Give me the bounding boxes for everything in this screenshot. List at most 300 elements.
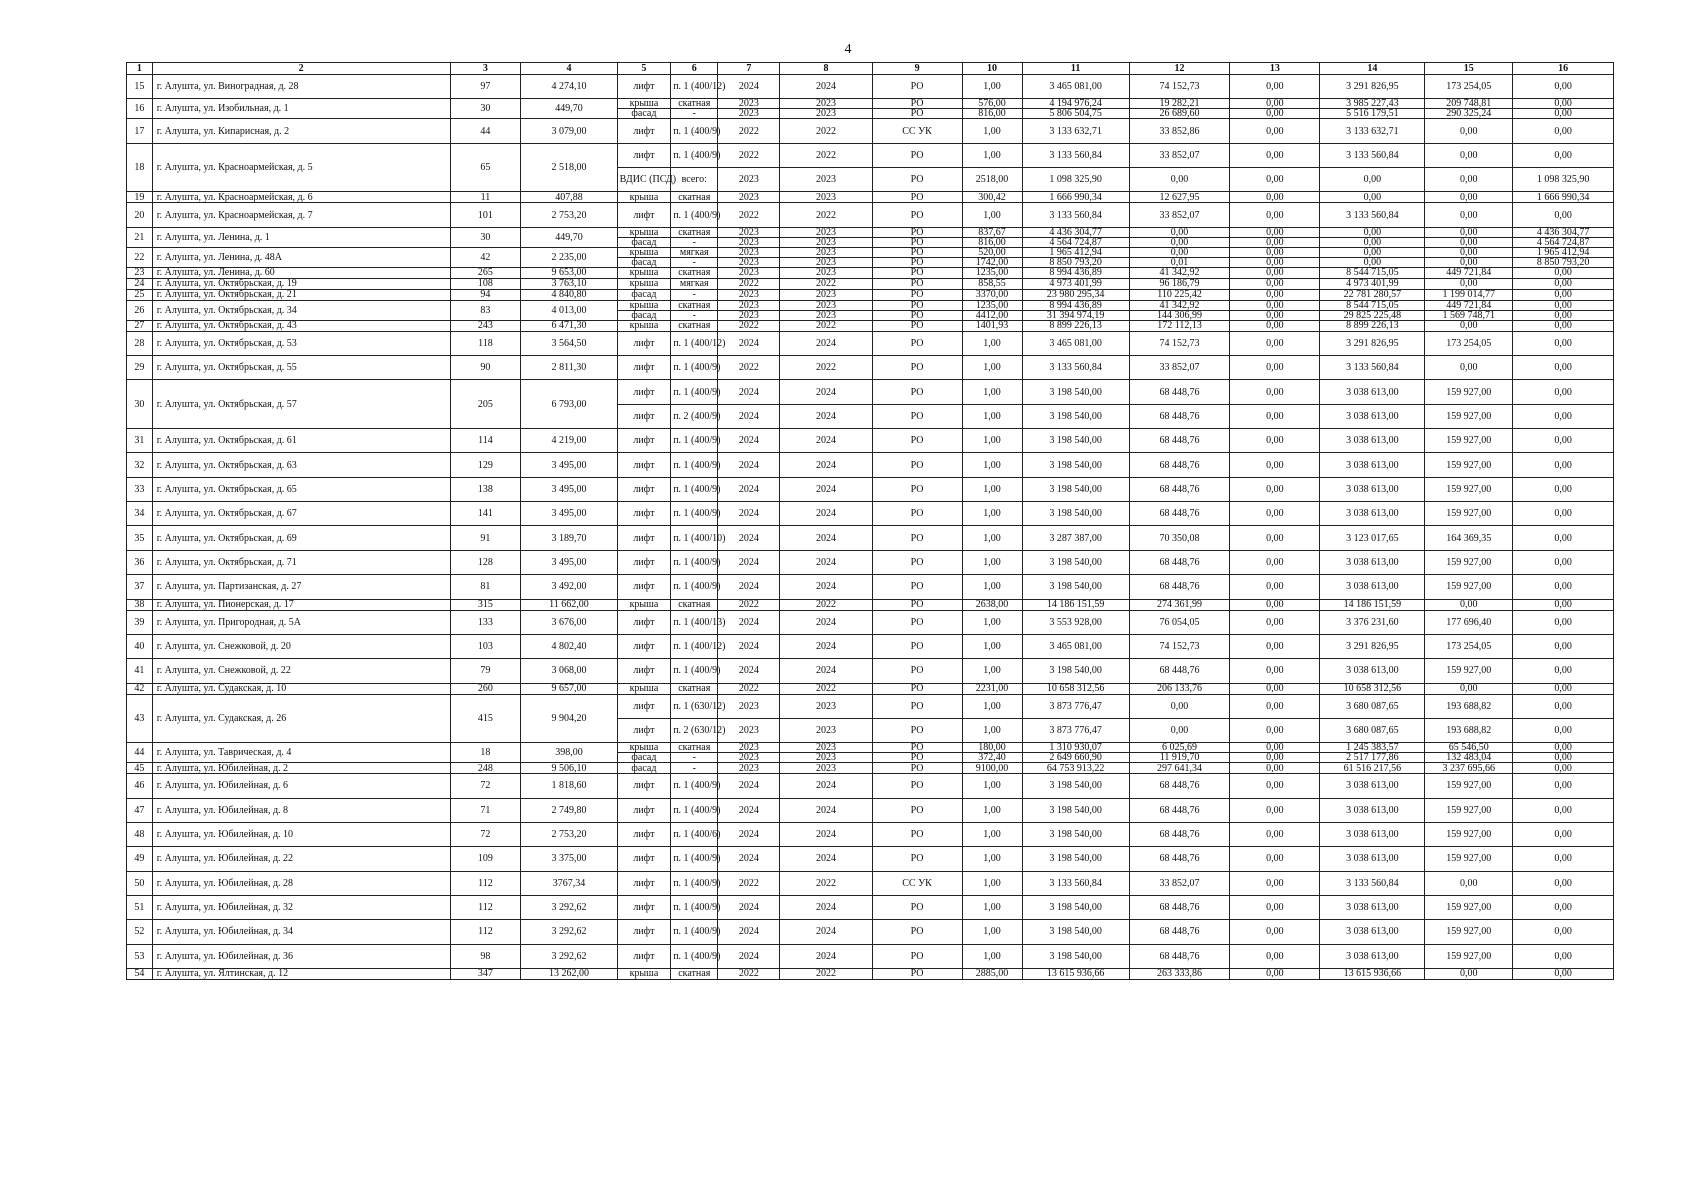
cost-col-14-cell: 3 291 826,95	[1320, 75, 1425, 99]
volume-cell: 1,00	[962, 694, 1022, 718]
area-cell: 6 793,00	[521, 380, 617, 429]
fund-method-cell: СС УК	[872, 119, 962, 143]
area-cell: 4 219,00	[521, 429, 617, 453]
total-cost-cell: 4 194 976,24	[1022, 99, 1129, 109]
column-number-header-row	[127, 63, 1614, 75]
work-detail-cell: п. 1 (400/9)	[671, 429, 718, 453]
fund-method-cell: РО	[872, 599, 962, 610]
table-row	[127, 743, 1614, 753]
table-row	[127, 610, 1614, 634]
residents-count-cell: 18	[450, 743, 521, 763]
cost-col-16-cell: 0,00	[1513, 404, 1614, 428]
work-type-cell: крыша	[617, 320, 671, 331]
cost-col-15-cell: 177 696,40	[1425, 610, 1513, 634]
cost-col-13-cell: 0,00	[1230, 659, 1320, 683]
column-number-header: 3	[450, 63, 521, 75]
address-cell: г. Алушта, ул. Октябрьская, д. 34	[152, 300, 450, 320]
fund-method-cell: РО	[872, 920, 962, 944]
cost-col-12-cell: 68 448,76	[1129, 822, 1230, 846]
work-type-cell: лифт	[617, 526, 671, 550]
residents-count-cell: 90	[450, 356, 521, 380]
cost-col-12-cell: 12 627,95	[1129, 192, 1230, 203]
total-cost-cell: 3 198 540,00	[1022, 774, 1129, 798]
total-cost-cell: 2 649 660,90	[1022, 753, 1129, 763]
cost-col-12-cell: 41 342,92	[1129, 267, 1230, 278]
total-cost-cell: 10 658 312,56	[1022, 683, 1129, 694]
address-cell: г. Алушта, ул. Партизанская, д. 27	[152, 575, 450, 599]
fund-method-cell: РО	[872, 380, 962, 404]
fund-method-cell: РО	[872, 634, 962, 658]
residents-count-cell: 112	[450, 895, 521, 919]
cost-col-16-cell: 0,00	[1513, 753, 1614, 763]
address-cell: г. Алушта, ул. Октябрьская, д. 21	[152, 289, 450, 300]
work-detail-cell: скатная	[671, 99, 718, 109]
work-type-cell: крыша	[617, 968, 671, 979]
cost-col-15-cell: 65 546,50	[1425, 743, 1513, 753]
total-cost-cell: 3 198 540,00	[1022, 380, 1129, 404]
cost-col-14-cell: 3 038 613,00	[1320, 774, 1425, 798]
table-row	[127, 599, 1614, 610]
plan-year-cell: 2023	[718, 718, 780, 742]
area-cell: 6 471,30	[521, 320, 617, 331]
address-cell: г. Алушта, ул. Октябрьская, д. 61	[152, 429, 450, 453]
work-detail-cell: скатная	[671, 683, 718, 694]
volume-cell: 816,00	[962, 237, 1022, 247]
cost-col-12-cell: 68 448,76	[1129, 847, 1230, 871]
column-number-header: 6	[671, 63, 718, 75]
cost-col-16-cell: 1 965 412,94	[1513, 247, 1614, 257]
residents-count-cell: 71	[450, 798, 521, 822]
cost-col-15-cell: 0,00	[1425, 247, 1513, 257]
total-cost-cell: 3 873 776,47	[1022, 694, 1129, 718]
fact-year-cell: 2024	[780, 610, 872, 634]
fund-method-cell: РО	[872, 75, 962, 99]
plan-year-cell: 2024	[718, 380, 780, 404]
fund-method-cell: РО	[872, 203, 962, 227]
row-number: 41	[127, 659, 153, 683]
plan-year-cell: 2023	[718, 168, 780, 192]
cost-col-13-cell: 0,00	[1230, 203, 1320, 227]
cost-col-15-cell: 159 927,00	[1425, 822, 1513, 846]
fund-method-cell: РО	[872, 320, 962, 331]
address-cell: г. Алушта, ул. Юбилейная, д. 6	[152, 774, 450, 798]
cost-col-15-cell: 0,00	[1425, 599, 1513, 610]
plan-year-cell: 2024	[718, 331, 780, 355]
fund-method-cell: РО	[872, 143, 962, 167]
cost-col-12-cell: 11 919,70	[1129, 753, 1230, 763]
cost-col-12-cell: 68 448,76	[1129, 920, 1230, 944]
plan-year-cell: 2022	[718, 968, 780, 979]
table-row	[127, 99, 1614, 109]
total-cost-cell: 3 465 081,00	[1022, 331, 1129, 355]
residents-count-cell: 128	[450, 550, 521, 574]
row-number: 28	[127, 331, 153, 355]
plan-year-cell: 2023	[718, 743, 780, 753]
work-type-cell: фасад	[617, 310, 671, 320]
column-number-header: 16	[1513, 63, 1614, 75]
row-number: 16	[127, 99, 153, 119]
cost-col-12-cell: 68 448,76	[1129, 404, 1230, 428]
residents-count-cell: 347	[450, 968, 521, 979]
work-type-cell: лифт	[617, 659, 671, 683]
cost-col-13-cell: 0,00	[1230, 477, 1320, 501]
work-type-cell: лифт	[617, 634, 671, 658]
cost-col-14-cell: 61 516 217,56	[1320, 763, 1425, 774]
address-cell: г. Алушта, ул. Юбилейная, д. 28	[152, 871, 450, 895]
area-cell: 3 495,00	[521, 502, 617, 526]
volume-cell: 1,00	[962, 477, 1022, 501]
fund-method-cell: РО	[872, 694, 962, 718]
row-number: 53	[127, 944, 153, 968]
total-cost-cell: 31 394 974,19	[1022, 310, 1129, 320]
fact-year-cell: 2024	[780, 477, 872, 501]
fund-method-cell: РО	[872, 356, 962, 380]
cost-col-15-cell: 159 927,00	[1425, 774, 1513, 798]
cost-col-16-cell: 0,00	[1513, 278, 1614, 289]
cost-col-16-cell: 0,00	[1513, 694, 1614, 718]
cost-col-15-cell: 159 927,00	[1425, 575, 1513, 599]
volume-cell: 1,00	[962, 119, 1022, 143]
plan-year-cell: 2024	[718, 774, 780, 798]
cost-col-12-cell: 96 186,79	[1129, 278, 1230, 289]
work-detail-cell: п. 1 (400/9)	[671, 203, 718, 227]
volume-cell: 2518,00	[962, 168, 1022, 192]
cost-col-15-cell: 0,00	[1425, 257, 1513, 267]
fund-method-cell: РО	[872, 502, 962, 526]
fact-year-cell: 2023	[780, 227, 872, 237]
cost-col-16-cell: 0,00	[1513, 895, 1614, 919]
fact-year-cell: 2024	[780, 944, 872, 968]
area-cell: 3 189,70	[521, 526, 617, 550]
fact-year-cell: 2023	[780, 753, 872, 763]
volume-cell: 2231,00	[962, 683, 1022, 694]
address-cell: г. Алушта, ул. Ялтинская, д. 12	[152, 968, 450, 979]
work-detail-cell: мягкая	[671, 247, 718, 257]
plan-year-cell: 2022	[718, 871, 780, 895]
plan-year-cell: 2024	[718, 453, 780, 477]
work-detail-cell: -	[671, 763, 718, 774]
volume-cell: 1,00	[962, 634, 1022, 658]
cost-col-12-cell: 0,00	[1129, 227, 1230, 237]
volume-cell: 1,00	[962, 550, 1022, 574]
table-row	[127, 871, 1614, 895]
cost-col-14-cell: 22 781 280,57	[1320, 289, 1425, 300]
cost-col-12-cell: 0,00	[1129, 237, 1230, 247]
work-type-cell: крыша	[617, 743, 671, 753]
cost-col-16-cell: 0,00	[1513, 847, 1614, 871]
work-type-cell: лифт	[617, 331, 671, 355]
address-cell: г. Алушта, ул. Октябрьская, д. 57	[152, 380, 450, 429]
cost-col-14-cell: 3 038 613,00	[1320, 920, 1425, 944]
cost-col-16-cell: 4 564 724,87	[1513, 237, 1614, 247]
fund-method-cell: РО	[872, 300, 962, 310]
fact-year-cell: 2022	[780, 203, 872, 227]
total-cost-cell: 3 198 540,00	[1022, 895, 1129, 919]
address-cell: г. Алушта, ул. Октябрьская, д. 55	[152, 356, 450, 380]
address-cell: г. Алушта, ул. Судакская, д. 26	[152, 694, 450, 743]
work-detail-cell: скатная	[671, 320, 718, 331]
cost-col-13-cell: 0,00	[1230, 847, 1320, 871]
cost-col-12-cell: 33 852,86	[1129, 119, 1230, 143]
column-number-header: 12	[1129, 63, 1230, 75]
residents-count-cell: 103	[450, 634, 521, 658]
cost-col-12-cell: 0,00	[1129, 247, 1230, 257]
cost-col-16-cell: 0,00	[1513, 659, 1614, 683]
address-cell: г. Алушта, ул. Октябрьская, д. 43	[152, 320, 450, 331]
volume-cell: 180,00	[962, 743, 1022, 753]
area-cell: 3 292,62	[521, 944, 617, 968]
work-detail-cell: п. 1 (400/12)	[671, 75, 718, 99]
cost-col-13-cell: 0,00	[1230, 320, 1320, 331]
cost-col-16-cell: 0,00	[1513, 99, 1614, 109]
cost-col-15-cell: 209 748,81	[1425, 99, 1513, 109]
residents-count-cell: 11	[450, 192, 521, 203]
volume-cell: 1,00	[962, 871, 1022, 895]
total-cost-cell: 3 198 540,00	[1022, 404, 1129, 428]
work-type-cell: лифт	[617, 575, 671, 599]
cost-col-16-cell: 0,00	[1513, 331, 1614, 355]
cost-col-13-cell: 0,00	[1230, 743, 1320, 753]
cost-col-16-cell: 0,00	[1513, 798, 1614, 822]
cost-col-12-cell: 33 852,07	[1129, 871, 1230, 895]
cost-col-12-cell: 68 448,76	[1129, 429, 1230, 453]
fact-year-cell: 2024	[780, 659, 872, 683]
fact-year-cell: 2024	[780, 895, 872, 919]
cost-col-15-cell: 449 721,84	[1425, 300, 1513, 310]
plan-year-cell: 2024	[718, 550, 780, 574]
address-cell: г. Алушта, ул. Красноармейская, д. 6	[152, 192, 450, 203]
cost-col-12-cell: 6 025,69	[1129, 743, 1230, 753]
cost-col-14-cell: 3 038 613,00	[1320, 575, 1425, 599]
fund-method-cell: РО	[872, 289, 962, 300]
cost-col-14-cell: 0,00	[1320, 227, 1425, 237]
plan-year-cell: 2024	[718, 429, 780, 453]
cost-col-14-cell: 3 038 613,00	[1320, 659, 1425, 683]
cost-col-16-cell: 0,00	[1513, 75, 1614, 99]
fact-year-cell: 2022	[780, 320, 872, 331]
row-number: 17	[127, 119, 153, 143]
column-number-header: 15	[1425, 63, 1513, 75]
address-cell: г. Алушта, ул. Снежковой, д. 20	[152, 634, 450, 658]
work-type-cell: лифт	[617, 356, 671, 380]
cost-col-16-cell: 0,00	[1513, 575, 1614, 599]
volume-cell: 1,00	[962, 502, 1022, 526]
work-detail-cell: скатная	[671, 599, 718, 610]
total-cost-cell: 8 899 226,13	[1022, 320, 1129, 331]
cost-col-12-cell: 68 448,76	[1129, 477, 1230, 501]
cost-col-12-cell: 68 448,76	[1129, 453, 1230, 477]
row-number: 38	[127, 599, 153, 610]
volume-cell: 1,00	[962, 847, 1022, 871]
total-cost-cell: 3 198 540,00	[1022, 920, 1129, 944]
fund-method-cell: РО	[872, 477, 962, 501]
table-row	[127, 944, 1614, 968]
cost-col-14-cell: 3 133 632,71	[1320, 119, 1425, 143]
cost-col-13-cell: 0,00	[1230, 871, 1320, 895]
plan-year-cell: 2024	[718, 847, 780, 871]
cost-col-13-cell: 0,00	[1230, 798, 1320, 822]
area-cell: 3 763,10	[521, 278, 617, 289]
row-number: 24	[127, 278, 153, 289]
area-cell: 4 802,40	[521, 634, 617, 658]
area-cell: 2 753,20	[521, 822, 617, 846]
table-row	[127, 968, 1614, 979]
table-row	[127, 331, 1614, 355]
column-number-header: 14	[1320, 63, 1425, 75]
work-detail-cell: -	[671, 237, 718, 247]
column-number-header: 2	[152, 63, 450, 75]
volume-cell: 1,00	[962, 895, 1022, 919]
work-type-cell: крыша	[617, 278, 671, 289]
row-number: 54	[127, 968, 153, 979]
table-row	[127, 659, 1614, 683]
total-cost-cell: 3 198 540,00	[1022, 659, 1129, 683]
row-number: 52	[127, 920, 153, 944]
plan-year-cell: 2022	[718, 599, 780, 610]
cost-col-15-cell: 0,00	[1425, 320, 1513, 331]
cost-col-14-cell: 3 038 613,00	[1320, 847, 1425, 871]
plan-year-cell: 2024	[718, 920, 780, 944]
address-cell: г. Алушта, ул. Кипарисная, д. 2	[152, 119, 450, 143]
row-number: 46	[127, 774, 153, 798]
cost-col-15-cell: 449 721,84	[1425, 267, 1513, 278]
fact-year-cell: 2024	[780, 920, 872, 944]
cost-col-15-cell: 159 927,00	[1425, 920, 1513, 944]
volume-cell: 1,00	[962, 429, 1022, 453]
work-type-cell: крыша	[617, 99, 671, 109]
work-type-cell: лифт	[617, 944, 671, 968]
cost-col-13-cell: 0,00	[1230, 289, 1320, 300]
row-number: 39	[127, 610, 153, 634]
row-number: 22	[127, 247, 153, 267]
address-cell: г. Алушта, ул. Юбилейная, д. 34	[152, 920, 450, 944]
table-row	[127, 774, 1614, 798]
work-type-cell: лифт	[617, 75, 671, 99]
cost-col-13-cell: 0,00	[1230, 227, 1320, 237]
address-cell: г. Алушта, ул. Красноармейская, д. 5	[152, 143, 450, 192]
address-cell: г. Алушта, ул. Таврическая, д. 4	[152, 743, 450, 763]
residents-count-cell: 42	[450, 247, 521, 267]
residents-count-cell: 415	[450, 694, 521, 743]
cost-col-13-cell: 0,00	[1230, 920, 1320, 944]
work-type-cell: лифт	[617, 404, 671, 428]
cost-col-14-cell: 0,00	[1320, 247, 1425, 257]
cost-col-15-cell: 159 927,00	[1425, 453, 1513, 477]
plan-year-cell: 2022	[718, 143, 780, 167]
total-cost-cell: 8 994 436,89	[1022, 300, 1129, 310]
cost-col-12-cell: 76 054,05	[1129, 610, 1230, 634]
total-cost-cell: 3 198 540,00	[1022, 477, 1129, 501]
row-number: 21	[127, 227, 153, 247]
cost-col-12-cell: 26 689,60	[1129, 109, 1230, 119]
column-number-header: 1	[127, 63, 153, 75]
work-type-cell: лифт	[617, 920, 671, 944]
table-row	[127, 502, 1614, 526]
cost-col-14-cell: 29 825 225,48	[1320, 310, 1425, 320]
cost-col-15-cell: 132 483,04	[1425, 753, 1513, 763]
fund-method-cell: РО	[872, 247, 962, 257]
work-detail-cell: п. 1 (400/9)	[671, 477, 718, 501]
cost-col-16-cell: 0,00	[1513, 822, 1614, 846]
table-row	[127, 300, 1614, 310]
address-cell: г. Алушта, ул. Ленина, д. 1	[152, 227, 450, 247]
fund-method-cell: РО	[872, 575, 962, 599]
table-row	[127, 477, 1614, 501]
fund-method-cell: РО	[872, 237, 962, 247]
volume-cell: 1,00	[962, 659, 1022, 683]
area-cell: 2 811,30	[521, 356, 617, 380]
cost-col-16-cell: 0,00	[1513, 109, 1614, 119]
fact-year-cell: 2024	[780, 798, 872, 822]
fact-year-cell: 2024	[780, 331, 872, 355]
table-row	[127, 278, 1614, 289]
cost-col-13-cell: 0,00	[1230, 610, 1320, 634]
work-detail-cell: п. 1 (400/9)	[671, 143, 718, 167]
cost-col-13-cell: 0,00	[1230, 267, 1320, 278]
cost-col-13-cell: 0,00	[1230, 763, 1320, 774]
residents-count-cell: 83	[450, 300, 521, 320]
cost-col-14-cell: 3 680 087,65	[1320, 694, 1425, 718]
cost-col-15-cell: 159 927,00	[1425, 847, 1513, 871]
cost-col-16-cell: 0,00	[1513, 429, 1614, 453]
fact-year-cell: 2023	[780, 718, 872, 742]
row-number: 23	[127, 267, 153, 278]
total-cost-cell: 1 666 990,34	[1022, 192, 1129, 203]
table-row	[127, 75, 1614, 99]
total-cost-cell: 23 980 295,34	[1022, 289, 1129, 300]
cost-col-14-cell: 3 123 017,65	[1320, 526, 1425, 550]
total-cost-cell: 3 465 081,00	[1022, 634, 1129, 658]
work-type-cell: лифт	[617, 380, 671, 404]
cost-col-13-cell: 0,00	[1230, 753, 1320, 763]
address-cell: г. Алушта, ул. Юбилейная, д. 8	[152, 798, 450, 822]
row-number: 18	[127, 143, 153, 192]
residents-count-cell: 30	[450, 99, 521, 119]
cost-col-16-cell: 0,00	[1513, 143, 1614, 167]
fund-method-cell: РО	[872, 944, 962, 968]
work-type-cell: крыша	[617, 267, 671, 278]
total-cost-cell: 3 198 540,00	[1022, 575, 1129, 599]
fact-year-cell: 2024	[780, 550, 872, 574]
residents-count-cell: 94	[450, 289, 521, 300]
cost-col-13-cell: 0,00	[1230, 192, 1320, 203]
work-detail-cell: п. 1 (400/9)	[671, 895, 718, 919]
cost-col-12-cell: 19 282,21	[1129, 99, 1230, 109]
area-cell: 407,88	[521, 192, 617, 203]
volume-cell: 1,00	[962, 798, 1022, 822]
area-cell: 3 495,00	[521, 477, 617, 501]
fact-year-cell: 2024	[780, 429, 872, 453]
address-cell: г. Алушта, ул. Октябрьская, д. 67	[152, 502, 450, 526]
plan-year-cell: 2024	[718, 502, 780, 526]
total-cost-cell: 3 198 540,00	[1022, 429, 1129, 453]
residents-count-cell: 129	[450, 453, 521, 477]
cost-col-15-cell: 0,00	[1425, 227, 1513, 237]
fund-method-cell: РО	[872, 331, 962, 355]
fact-year-cell: 2023	[780, 267, 872, 278]
work-type-cell: лифт	[617, 895, 671, 919]
total-cost-cell: 1 098 325,90	[1022, 168, 1129, 192]
cost-col-15-cell: 173 254,05	[1425, 634, 1513, 658]
work-type-cell: лифт	[617, 203, 671, 227]
work-detail-cell: п. 1 (400/9)	[671, 774, 718, 798]
cost-col-14-cell: 3 133 560,84	[1320, 356, 1425, 380]
work-type-cell: лифт	[617, 143, 671, 167]
fund-method-cell: РО	[872, 168, 962, 192]
plan-year-cell: 2024	[718, 798, 780, 822]
residents-count-cell: 248	[450, 763, 521, 774]
cost-col-14-cell: 3 038 613,00	[1320, 380, 1425, 404]
